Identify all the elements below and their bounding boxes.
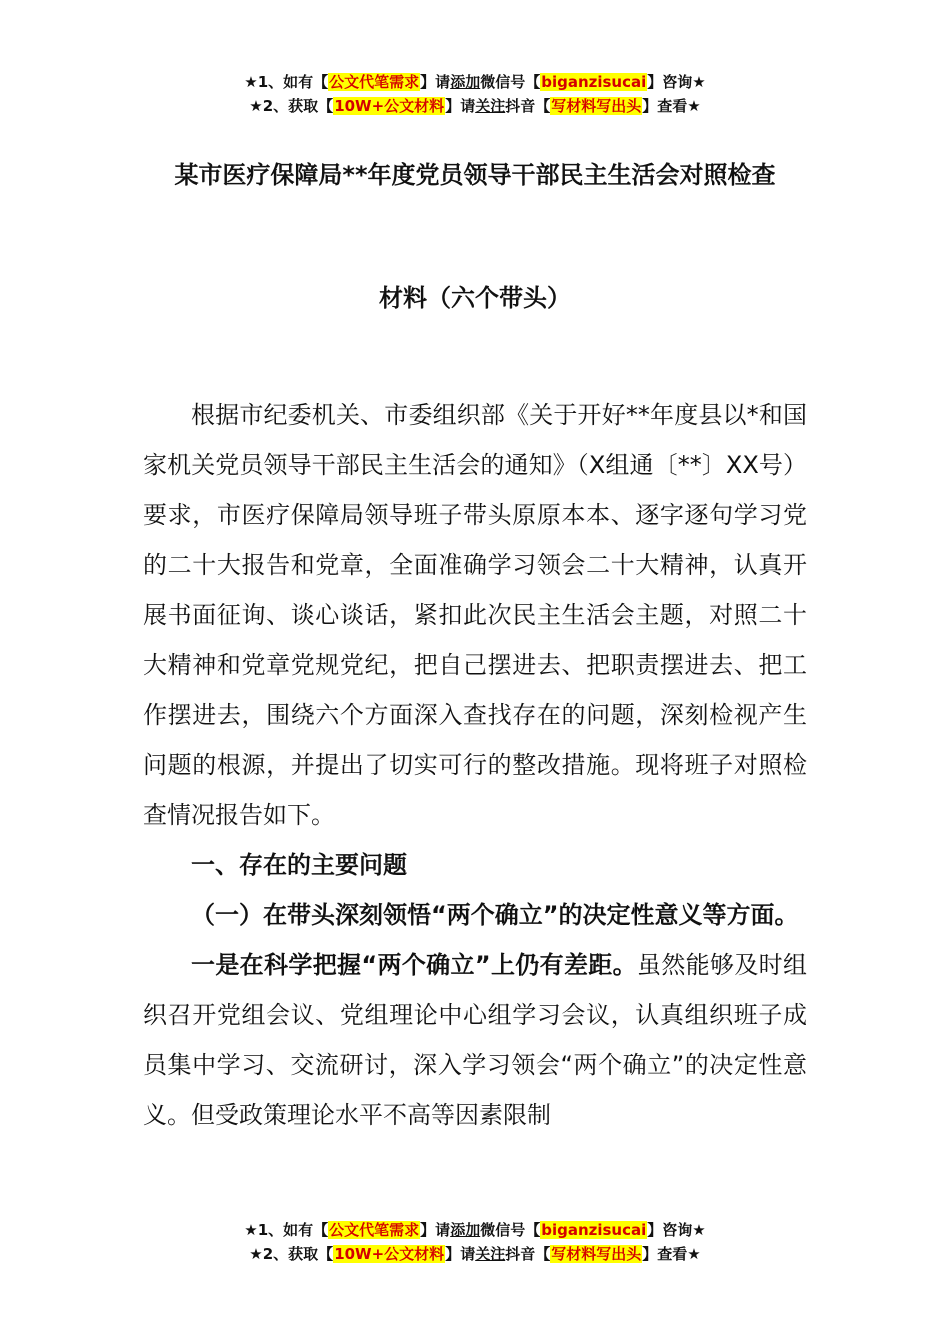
banner-text: ★2、获取【 (249, 97, 334, 115)
banner-text: ★1、如有【 (244, 1221, 329, 1239)
banner-highlight: biganzisucai (541, 73, 647, 91)
banner-text: ★2、获取【 (249, 1245, 334, 1263)
point-lead: 一是在科学把握“两个确立”上仍有差距。 (191, 951, 637, 979)
document-title-line-2: 材料（六个带头） (379, 284, 571, 312)
banner-underlined-text: 关注 (475, 1245, 506, 1263)
banner-text: 】咨询★ (647, 73, 706, 91)
banner-text: ★1、如有【 (244, 73, 329, 91)
top-banner (0, 70, 950, 118)
point-text: 虽然能够及时组织召开党组会议、党组理论中心组学习会议，认真组织班子成员集中学习、交流研讨，深入学习领会“两个确立”的决定性意义。但受政策理论水平不高等因素限制 (143, 951, 808, 1129)
document-body (143, 390, 807, 1140)
section-heading: 一、存在的主要问题 (191, 851, 407, 879)
banner-text: 】查看★ (642, 1245, 701, 1263)
banner-underlined-text: 添加 (450, 1221, 481, 1239)
banner-underlined-text: 关注 (475, 97, 506, 115)
intro-paragraph: 根据市纪委机关、市委组织部《关于开好**年度县以*和国家机关党员领导干部民主生活会的通知》（X组通〔**〕XX号）要求，市医疗保障局领导班子带头原原本本、逐字逐句学习党的二十大报告和党章，全面准确学习领会二十大精神，认真开展书面征询、谈心谈话，紧扣此次民主生活会主题，对照二十大精神和党章党规党纪，把自己摆进去、把职责摆进去、把工作摆进去，围绕六个方面深入查找存在的问题，深刻检视产生问题的根源，并提出了切实可行的整改措施。现将班子对照检查情况报告如下。 (143, 401, 807, 829)
banner-highlight: biganzisucai (541, 1221, 647, 1239)
banner-text: 】咨询★ (647, 1221, 706, 1239)
banner-text: 】请 (445, 97, 476, 115)
bottom-banner (0, 1218, 950, 1266)
banner-line-1 (0, 1218, 950, 1242)
banner-text: 抖音【 (505, 1245, 551, 1263)
banner-highlight: 写材料写出头 (551, 1245, 642, 1263)
banner-highlight: 10W+公文材料 (334, 1245, 445, 1263)
banner-text: 微信号【 (480, 73, 541, 91)
banner-underlined-text: 添加 (450, 73, 481, 91)
banner-line-2 (0, 1242, 950, 1266)
banner-highlight: 公文代笔需求 (329, 73, 420, 91)
banner-text: 】请 (445, 1245, 476, 1263)
banner-highlight: 写材料写出头 (551, 97, 642, 115)
banner-text: 抖音【 (505, 97, 551, 115)
banner-text: 】请 (420, 1221, 451, 1239)
banner-highlight: 10W+公文材料 (334, 97, 445, 115)
banner-text: 】查看★ (642, 97, 701, 115)
banner-highlight: 公文代笔需求 (329, 1221, 420, 1239)
subsection-heading: （一）在带头深刻领悟“两个确立”的决定性意义等方面。 (191, 901, 799, 929)
banner-text: 】请 (420, 73, 451, 91)
point-paragraph (143, 940, 807, 1140)
banner-line-1 (0, 70, 950, 94)
banner-line-2 (0, 94, 950, 118)
banner-text: 微信号【 (480, 1221, 541, 1239)
document-title-line-1: 某市医疗保障局**年度党员领导干部民主生活会对照检查 (174, 161, 776, 189)
